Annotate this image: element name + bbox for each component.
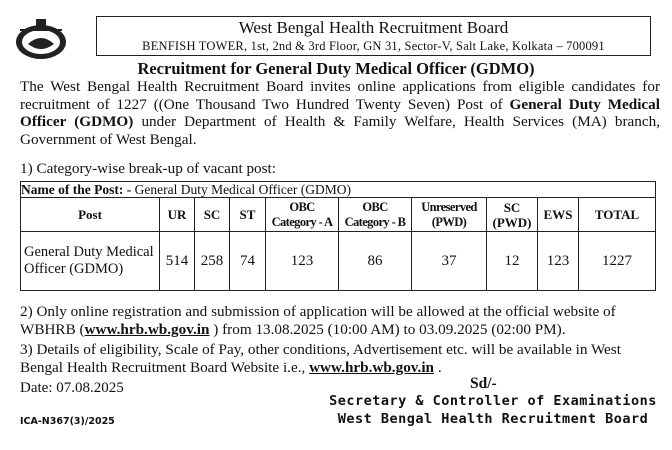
section-2-text-b: ) from 13.08.2025 (10:00 AM) to 03.09.2025 (02:00 PM).	[209, 320, 566, 338]
intro-text-b: under Department of Health & Family Welfare, Health Services (MA) branch, Government of West Bengal.	[20, 113, 660, 148]
website-link-2[interactable]: www.hrb.wb.gov.in	[309, 358, 435, 376]
website-link-1[interactable]: www.hrb.wb.gov.in	[84, 320, 210, 338]
cell-ews: 123	[538, 232, 579, 291]
col-header-st: ST	[230, 198, 266, 232]
cell-st: 74	[230, 232, 266, 291]
col-header-unreserved-pwd: Unreserved (PWD)	[412, 198, 487, 232]
cell-total: 1227	[579, 232, 656, 291]
col-header-total: TOTAL	[579, 198, 656, 232]
col-header-ur: UR	[160, 198, 195, 232]
section-3-text-a: 3) Details of eligibility, Scale of Pay, other conditions, Advertisement etc. will be available in West Bengal Health Recruitment Board Website i.e.,	[20, 341, 621, 376]
section-3-text-b: .	[434, 358, 442, 376]
col-header-obc-b: OBC Category - B	[339, 198, 412, 232]
org-address: BENFISH TOWER, 1st, 2nd & 3rd Floor, GN 31, Sector-V, Salt Lake, Kolkata – 700091	[142, 39, 605, 53]
notice-title: Recruitment for General Duty Medical Officer (GDMO)	[137, 59, 535, 78]
header-box	[96, 16, 651, 56]
table-header-row	[21, 198, 656, 232]
intro-paragraph	[20, 78, 660, 148]
col-header-sc-pwd: SC (PWD)	[487, 198, 538, 232]
col-header-post: Post	[21, 198, 160, 232]
section-3-paragraph	[20, 341, 660, 376]
wbhrb-logo	[14, 14, 68, 62]
table-post-name-row	[21, 182, 656, 198]
col-header-ews: EWS	[538, 198, 579, 232]
post-name-label: Name of the Post: -	[21, 182, 132, 197]
table-post-name-cell	[21, 182, 656, 198]
cell-sc-pwd: 12	[487, 232, 538, 291]
col-header-sc: SC	[195, 198, 230, 232]
post-name-value: General Duty Medical Officer (GDMO)	[134, 182, 352, 197]
section-1-heading: 1) Category-wise break-up of vacant post:	[20, 160, 276, 177]
table-row	[21, 232, 656, 291]
cell-obc-a: 123	[266, 232, 339, 291]
intro-post-bold: General Duty Medical Officer (GDMO)	[20, 95, 660, 130]
cell-post: General Duty Medical Officer (GDMO)	[21, 232, 160, 291]
org-name: West Bengal Health Recruitment Board	[238, 18, 509, 37]
logo-emblem-icon	[14, 14, 68, 62]
section-2-paragraph	[20, 303, 660, 338]
col-header-obc-a: OBC Category - A	[266, 198, 339, 232]
cell-ur: 514	[160, 232, 195, 291]
signature-sd: Sd/-	[470, 375, 497, 392]
intro-text-a: The West Bengal Health Recruitment Board invites online applications from eligible candidates for recruitment of 1227 ((One Thousand Two Hundred Twenty Seven) Post of	[20, 78, 660, 113]
vacancy-table	[20, 181, 656, 291]
cell-obc-b: 86	[339, 232, 412, 291]
cell-sc: 258	[195, 232, 230, 291]
section-2-text-a: 2) Only online registration and submission of application will be allowed at the official website of WBHRB (	[20, 303, 616, 338]
signatory-organization: West Bengal Health Recruitment Board	[337, 411, 649, 427]
signatory-designation: Secretary & Controller of Examinations	[329, 393, 657, 409]
notice-date: Date: 07.08.2025	[20, 380, 124, 396]
reference-number: ICA-N367(3)/2025	[20, 416, 115, 427]
cell-unreserved-pwd: 37	[412, 232, 487, 291]
